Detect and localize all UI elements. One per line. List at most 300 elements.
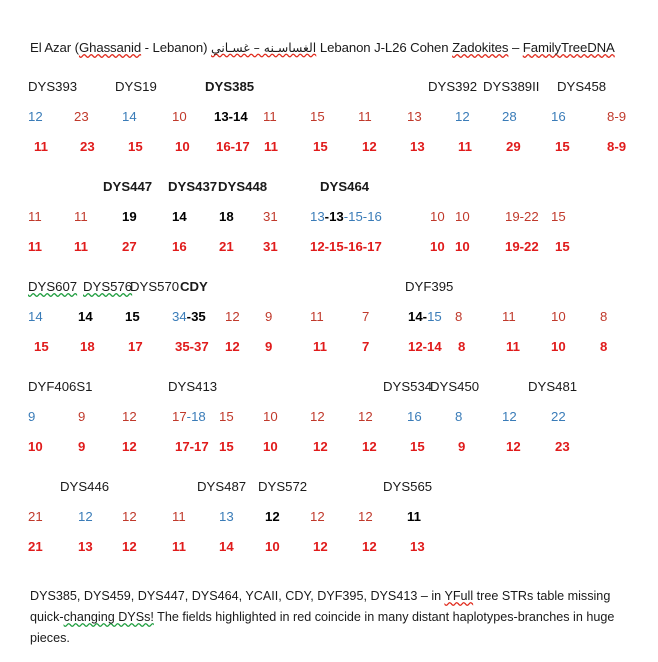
str-value-segment: 14: [28, 309, 43, 324]
marker-label: DYS576: [83, 279, 133, 294]
str-value: [410, 138, 425, 156]
str-value: [219, 238, 234, 256]
str-value: [122, 238, 137, 256]
str-value-segment: 16: [551, 109, 566, 124]
note-part-1: DYS385, DYS459, DYS447, DYS464, YCAII, CDY, DYF395, DYS413 – in: [30, 589, 445, 603]
str-value: [455, 408, 462, 426]
str-value-segment: 13: [407, 109, 422, 124]
str-value-segment: 12: [313, 439, 328, 454]
str-value: [74, 208, 88, 226]
str-value: [310, 308, 324, 326]
str-value: [455, 238, 470, 256]
str-value: [410, 538, 425, 556]
marker-label: DYS447: [103, 179, 153, 194]
str-value: [455, 108, 470, 126]
marker-label: DYS413: [168, 379, 218, 394]
marker-label: DYS393: [28, 79, 78, 94]
str-value: [34, 138, 48, 156]
footer-note: [30, 586, 636, 649]
str-value-segment: 35-37: [175, 339, 209, 354]
marker-label: DYS464: [320, 179, 370, 194]
haplotype-value-row-2: [0, 438, 658, 468]
str-value-segment: 8-9: [607, 139, 627, 154]
str-value: [219, 208, 234, 226]
str-value: [122, 408, 137, 426]
str-value-segment: 12: [313, 539, 328, 554]
str-value: [555, 138, 570, 156]
marker-label: DYS572: [258, 479, 308, 494]
str-value: [310, 208, 382, 226]
str-value: [172, 208, 187, 226]
marker-label: DYS487: [197, 479, 247, 494]
str-value-segment: 8: [600, 309, 608, 324]
str-value-segment: 10: [172, 109, 187, 124]
str-value: [358, 508, 373, 526]
marker-block: [0, 178, 658, 268]
str-value: [358, 108, 372, 126]
str-value-segment: 12: [225, 339, 240, 354]
str-value-segment: 11: [407, 509, 421, 524]
title-ftdna: FamilyTreeDNA: [522, 40, 615, 55]
str-value: [458, 138, 472, 156]
str-value: [506, 438, 521, 456]
str-value: [122, 108, 137, 126]
str-value-segment: 11: [502, 309, 516, 324]
str-value-segment: 11: [34, 139, 48, 154]
str-value-segment: 19: [122, 209, 137, 224]
str-value: [455, 308, 462, 326]
str-value-segment: 14: [122, 109, 137, 124]
str-value: [600, 338, 607, 356]
str-value: [172, 308, 206, 326]
str-value: [505, 208, 539, 226]
str-value-segment: 31: [263, 239, 278, 254]
str-value: [172, 538, 186, 556]
str-value: [122, 538, 137, 556]
str-value-segment: 16: [407, 409, 422, 424]
str-value: [263, 408, 278, 426]
str-value-segment: -: [422, 309, 428, 324]
str-value: [219, 508, 234, 526]
str-value: [407, 508, 421, 526]
str-value-segment: 14: [408, 309, 423, 324]
str-value-segment: 12: [506, 439, 521, 454]
str-value-segment: 11: [264, 139, 278, 154]
str-value-segment: 10: [551, 339, 566, 354]
str-value: [430, 208, 445, 226]
haplotype-value-row-1: [0, 308, 658, 338]
str-value-segment: 12: [358, 409, 373, 424]
str-value: [313, 138, 328, 156]
str-value: [555, 438, 570, 456]
str-value-segment: 12: [265, 509, 280, 524]
str-value-segment: 10: [455, 239, 470, 254]
marker-label: DYS607: [28, 279, 78, 294]
str-value-segment: 9: [458, 439, 466, 454]
marker-block: [0, 478, 658, 568]
str-value-segment: 11: [172, 539, 186, 554]
str-value: [128, 138, 143, 156]
str-value: [263, 108, 277, 126]
marker-header-row: [0, 78, 658, 108]
str-value: [219, 538, 234, 556]
str-value-segment: 15: [555, 239, 570, 254]
str-value-segment: 15: [125, 309, 140, 324]
str-value: [80, 138, 95, 156]
haplotype-value-row-2: [0, 238, 658, 268]
str-value-segment: 11: [506, 339, 520, 354]
str-value: [172, 238, 187, 256]
str-value-segment: 18: [219, 209, 234, 224]
str-value-segment: -15-16: [343, 209, 382, 224]
str-value-segment: 11: [28, 209, 42, 224]
str-value-segment: 15: [410, 439, 425, 454]
str-value: [175, 338, 209, 356]
str-value-segment: 15: [427, 309, 442, 324]
str-value: [175, 138, 190, 156]
str-value-segment: 11: [458, 139, 472, 154]
str-value-segment: 12: [310, 409, 325, 424]
str-value-segment: 21: [219, 239, 234, 254]
str-value-segment: 11: [310, 309, 324, 324]
str-value: [264, 138, 278, 156]
str-value-segment: 17-17: [175, 439, 209, 454]
str-value-segment: 10: [263, 439, 278, 454]
str-value-segment: 10: [28, 439, 43, 454]
str-value-segment: 12: [502, 409, 517, 424]
str-value: [28, 508, 43, 526]
str-value-segment: 10: [455, 209, 470, 224]
str-value: [600, 308, 607, 326]
str-value-segment: 10: [265, 539, 280, 554]
str-value: [313, 538, 328, 556]
str-value-segment: 23: [555, 439, 570, 454]
str-value-segment: 12: [28, 109, 43, 124]
str-value: [225, 338, 240, 356]
str-value: [74, 238, 88, 256]
str-value: [28, 438, 43, 456]
str-value: [358, 408, 373, 426]
str-value-segment: 9: [265, 309, 273, 324]
str-value-segment: 11: [74, 239, 88, 254]
str-value-segment: 19-22: [505, 239, 539, 254]
marker-label: DYS450: [430, 379, 480, 394]
str-value-segment: 13: [329, 209, 344, 224]
str-value: [502, 108, 517, 126]
str-value: [125, 308, 140, 326]
str-value-segment: 13: [78, 539, 93, 554]
marker-block: [0, 378, 658, 468]
marker-label: DYS481: [528, 379, 578, 394]
str-value-segment: 15: [219, 439, 234, 454]
str-value: [265, 508, 280, 526]
str-value: [128, 338, 143, 356]
marker-label: DYS458: [557, 79, 607, 94]
str-value-segment: 34: [172, 309, 187, 324]
str-value: [263, 438, 278, 456]
str-value: [458, 438, 465, 456]
str-value-segment: 12: [362, 539, 377, 554]
note-part-2: tree STRs table missing quick-: [30, 589, 611, 624]
str-value: [122, 508, 137, 526]
str-value-segment: 11: [358, 109, 372, 124]
str-value: [28, 408, 35, 426]
str-value: [502, 408, 517, 426]
title-zadokites: Zadokites: [452, 40, 509, 55]
str-value-segment: 9: [265, 339, 273, 354]
note-part-3: The fields highlighted in red coincide in many distant haplotypes-branches in huge pieces.: [30, 610, 615, 645]
haplotype-value-row-2: [0, 538, 658, 568]
str-value: [78, 438, 85, 456]
str-value: [172, 508, 186, 526]
str-value-segment: 9: [78, 439, 86, 454]
str-value: [362, 338, 369, 356]
marker-label: DYS392: [428, 79, 478, 94]
str-value: [28, 538, 43, 556]
str-value: [430, 238, 445, 256]
str-value: [219, 438, 234, 456]
str-value-segment: -: [186, 409, 192, 424]
str-value-segment: 15: [313, 139, 328, 154]
str-value-segment: 9: [78, 409, 86, 424]
str-value: [34, 338, 49, 356]
str-value-segment: 14: [78, 309, 93, 324]
str-value: [175, 438, 209, 456]
marker-label: DYS446: [60, 479, 110, 494]
str-value-segment: 31: [263, 209, 278, 224]
str-value: [551, 108, 566, 126]
str-value-segment: 17: [128, 339, 143, 354]
str-value-segment: 8: [455, 309, 463, 324]
marker-header-row: [0, 478, 658, 508]
str-value-segment: 7: [362, 309, 370, 324]
title-arabic: الغساسـنه – غسـاني: [211, 40, 317, 55]
title-latin-right: Lebanon J-L26 Cohen: [316, 40, 453, 55]
str-value: [362, 138, 377, 156]
str-value-segment: 12: [362, 439, 377, 454]
marker-label: DYF395: [405, 279, 454, 294]
str-value: [310, 238, 382, 256]
str-value: [172, 408, 206, 426]
str-value: [219, 408, 234, 426]
str-value-segment: 13-14: [214, 109, 248, 124]
note-changing-dyss: changing DYSs!: [63, 610, 154, 624]
marker-label: DYS570: [130, 279, 180, 294]
str-value: [28, 208, 42, 226]
str-value-segment: -: [324, 209, 330, 224]
marker-label: DYS534: [383, 379, 433, 394]
haplotype-value-row-1: [0, 108, 658, 138]
str-value-segment: 29: [506, 139, 521, 154]
str-value-segment: 35: [191, 309, 206, 324]
str-value: [28, 108, 43, 126]
str-value: [313, 338, 327, 356]
marker-label: DYF406S1: [28, 379, 93, 394]
marker-label: DYS448: [218, 179, 268, 194]
str-value-segment: 8: [455, 409, 463, 424]
str-value: [265, 338, 272, 356]
str-value: [458, 338, 465, 356]
str-value-segment: 14: [219, 539, 234, 554]
str-value: [216, 138, 250, 156]
str-value: [122, 438, 137, 456]
str-value-segment: 15: [128, 139, 143, 154]
marker-label: DYS19: [115, 79, 157, 94]
str-value: [607, 138, 626, 156]
haplotype-value-row-2: [0, 138, 658, 168]
str-value-segment: 22: [551, 409, 566, 424]
str-value-segment: 16-17: [216, 139, 250, 154]
marker-label: DYS385: [205, 79, 255, 94]
marker-header-row: [0, 378, 658, 408]
str-value-segment: 8-9: [607, 109, 627, 124]
haplotype-value-row-2: [0, 338, 658, 368]
str-value: [263, 208, 278, 226]
str-value-segment: 19-22: [505, 209, 539, 224]
str-value-segment: 11: [28, 239, 42, 254]
marker-header-row: [0, 278, 658, 308]
str-value: [362, 538, 377, 556]
str-value-segment: 10: [430, 239, 445, 254]
str-value: [455, 208, 470, 226]
str-value-segment: 12: [455, 109, 470, 124]
str-value-segment: 13: [219, 509, 234, 524]
str-value-segment: 18: [80, 339, 95, 354]
str-value-segment: 14: [172, 209, 187, 224]
str-value-segment: 12: [122, 509, 137, 524]
str-value: [410, 438, 425, 456]
marker-header-row: [0, 178, 658, 208]
str-value: [506, 138, 521, 156]
str-value: [263, 238, 278, 256]
str-value-segment: 12: [362, 139, 377, 154]
str-value: [28, 238, 42, 256]
marker-block: [0, 278, 658, 368]
str-value-segment: 12: [225, 309, 240, 324]
str-value-segment: 27: [122, 239, 137, 254]
marker-label: DYS565: [383, 479, 433, 494]
title-latin-mid: - Lebanon): [141, 40, 212, 55]
str-value-segment: 10: [263, 409, 278, 424]
str-value: [502, 308, 516, 326]
str-value-segment: 21: [28, 539, 43, 554]
str-value-segment: 11: [313, 339, 327, 354]
title-ghassanid: Ghassanid: [78, 40, 142, 55]
str-value: [28, 308, 43, 326]
str-value: [505, 238, 539, 256]
str-value: [74, 108, 89, 126]
str-value: [122, 208, 137, 226]
str-value-segment: 23: [74, 109, 89, 124]
marker-label: DYS437: [168, 179, 218, 194]
title-latin-left: El Azar (: [30, 40, 79, 55]
str-value-segment: 11: [263, 109, 277, 124]
str-value-segment: 8: [600, 339, 608, 354]
str-value: [265, 538, 280, 556]
str-value: [551, 308, 566, 326]
haplotype-value-row-1: [0, 208, 658, 238]
str-value: [172, 108, 187, 126]
page-title: [30, 40, 615, 55]
str-value-segment: 18: [191, 409, 206, 424]
str-value-segment: 11: [172, 509, 186, 524]
str-value-segment: 13: [410, 539, 425, 554]
str-value-segment: 16: [172, 239, 187, 254]
str-value: [551, 408, 566, 426]
str-value-segment: 23: [80, 139, 95, 154]
str-value-segment: 15: [555, 139, 570, 154]
str-value: [265, 308, 272, 326]
str-value-segment: 11: [74, 209, 88, 224]
str-value-segment: 10: [430, 209, 445, 224]
str-value: [214, 108, 248, 126]
str-value-segment: 12: [310, 509, 325, 524]
str-value-segment: 12: [358, 509, 373, 524]
marker-label: DYS389II: [483, 79, 540, 94]
str-value-segment: 10: [551, 309, 566, 324]
str-value-segment: 15: [310, 109, 325, 124]
str-value: [310, 108, 325, 126]
str-value-segment: 12-15-16-17: [310, 239, 382, 254]
str-value-segment: 15: [551, 209, 566, 224]
str-value: [313, 438, 328, 456]
str-value-segment: 9: [28, 409, 36, 424]
str-value-segment: 13: [310, 209, 325, 224]
str-value-segment: 21: [28, 509, 43, 524]
str-value-segment: 13: [410, 139, 425, 154]
title-dash: –: [508, 40, 523, 55]
str-value-segment: 15: [219, 409, 234, 424]
str-value-segment: 28: [502, 109, 517, 124]
str-value-segment: 12: [122, 539, 137, 554]
str-value: [78, 538, 93, 556]
str-value-segment: 12: [78, 509, 93, 524]
str-value: [551, 208, 566, 226]
str-value: [408, 308, 442, 326]
str-value-segment: -: [186, 309, 192, 324]
str-value: [506, 338, 520, 356]
str-value-segment: 12-14: [408, 339, 442, 354]
str-value: [362, 308, 369, 326]
str-value-segment: 12: [122, 409, 137, 424]
str-value-segment: 15: [34, 339, 49, 354]
str-value: [407, 108, 422, 126]
haplotype-value-row-1: [0, 408, 658, 438]
note-yfull: YFull: [444, 589, 474, 603]
haplotype-value-row-1: [0, 508, 658, 538]
marker-block: [0, 78, 658, 168]
str-value: [78, 308, 93, 326]
str-value: [78, 508, 93, 526]
str-value: [225, 308, 240, 326]
marker-label: CDY: [180, 279, 208, 294]
str-value: [310, 508, 325, 526]
str-value-segment: 7: [362, 339, 370, 354]
str-value-segment: 17: [172, 409, 187, 424]
str-value: [551, 338, 566, 356]
str-value: [362, 438, 377, 456]
str-value: [408, 338, 442, 356]
str-value: [555, 238, 570, 256]
str-value: [607, 108, 626, 126]
str-value: [80, 338, 95, 356]
str-value-segment: 8: [458, 339, 466, 354]
str-value-segment: 12: [122, 439, 137, 454]
str-value: [407, 408, 422, 426]
str-value: [310, 408, 325, 426]
str-value: [78, 408, 85, 426]
str-value-segment: 10: [175, 139, 190, 154]
